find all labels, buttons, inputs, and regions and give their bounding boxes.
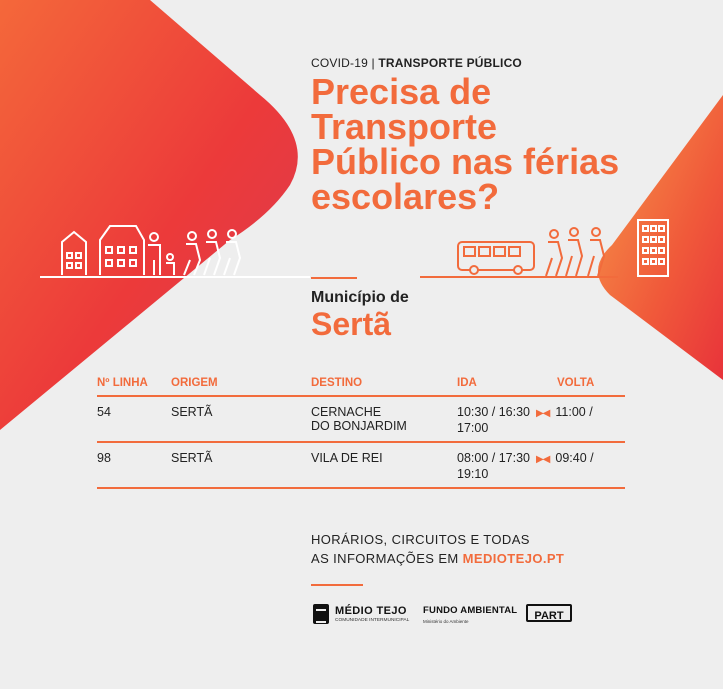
table-header-row [97, 375, 625, 396]
left-ground-line [40, 276, 310, 278]
fundo-ambiental-subtext: Ministério do Ambiente [423, 619, 469, 624]
cell-destino: VILA DE REI [311, 442, 457, 488]
cell-times [457, 442, 625, 488]
fundo-ambiental-logo [423, 605, 518, 629]
municipio-label: Município de [311, 289, 409, 306]
bus-people-building-illustration [420, 210, 720, 280]
left-gradient-shape [0, 0, 298, 430]
right-ground-line [420, 276, 618, 278]
col-volta: VOLTA [557, 375, 625, 396]
table-row [97, 396, 625, 442]
kicker-prefix: COVID-19 | [311, 56, 375, 70]
info-line-1: HORÁRIOS, CIRCUITOS E TODAS [311, 532, 530, 547]
cell-destino: CERNACHE DO BONJARDIM [311, 396, 457, 442]
info-text [311, 530, 564, 568]
table-row [97, 442, 625, 488]
cell-origem: SERTÃ [171, 442, 311, 488]
page-title [311, 71, 671, 217]
title-line: Transporte [311, 106, 498, 147]
divider-bottom [311, 584, 363, 586]
cell-origem: SERTÃ [171, 396, 311, 442]
col-linha: Nº LINHA [97, 375, 171, 396]
medio-tejo-text: MÉDIO TEJO [335, 605, 407, 617]
fundo-ambiental-text: FUNDO AMBIENTAL [423, 605, 518, 616]
medio-tejo-subtext: COMUNIDADE INTERMUNICIPAL [335, 618, 410, 623]
arrows-icon: ▶◀ [535, 408, 550, 419]
cell-linha: 54 [97, 396, 171, 442]
title-line: escolares? [311, 176, 500, 217]
col-ida: IDA [457, 375, 557, 396]
title-line: Precisa de [311, 71, 492, 112]
title-line: Público nas férias [311, 141, 620, 182]
col-origem: ORIGEM [171, 375, 311, 396]
medio-tejo-logo [313, 604, 413, 628]
cell-times [457, 396, 625, 442]
cell-ida: 08:00 / 17:30 [457, 451, 530, 465]
part-logo [526, 604, 572, 622]
cell-volta: 11:00 / 17:00 [457, 405, 593, 435]
kicker-bold: TRANSPORTE PÚBLICO [378, 56, 522, 70]
mediotejo-link[interactable]: MEDIOTEJO.PT [462, 551, 565, 566]
arrows-icon: ▶◀ [535, 454, 550, 465]
part-text: PART [534, 610, 564, 622]
kicker [311, 56, 522, 70]
cell-volta: 09:40 / 19:10 [457, 451, 594, 481]
municipio-name: Sertã [311, 306, 392, 342]
schedule-table [97, 375, 625, 489]
cell-ida: 10:30 / 16:30 [457, 405, 530, 419]
col-destino: DESTINO [311, 375, 457, 396]
cell-linha: 98 [97, 442, 171, 488]
houses-people-illustration [40, 220, 310, 280]
divider-top [311, 277, 357, 279]
info-line-2: AS INFORMAÇÕES EM MEDIOTEJO.PT [311, 551, 565, 566]
